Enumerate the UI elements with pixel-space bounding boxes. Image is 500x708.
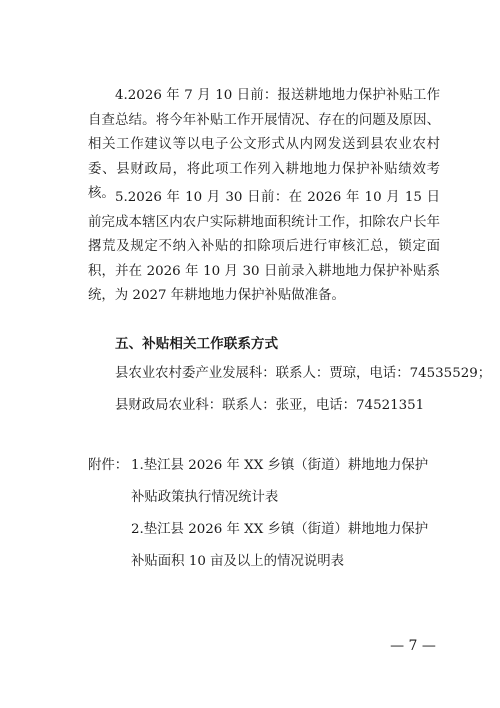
attachment-1-line-2: 补贴政策执行情况统计表 <box>131 490 279 505</box>
attachment-2-line-1: 2.垫江县 2026 年 XX 乡镇（街道）耕地地力保护 <box>131 522 429 537</box>
attachment-2-line-2: 补贴面积 10 亩及以上的情况说明表 <box>131 554 345 569</box>
section-heading-contacts: 五、补贴相关工作联系方式 <box>115 336 279 352</box>
page-number: — 7 — <box>390 638 436 654</box>
item-5-paragraph: 5.2026 年 10 月 30 日前：在 2026 年 10 月 15 日前完成本辖区内农户实际耕地面积统计工作，扣除农户长年撂荒及规定不纳入补贴的扣除项后进行审核汇总，锁定面积，并在 2026 年 10 月 30 日前录入耕地地力保护补贴系统，为 2027 年耕地地力保护补贴做准备。 <box>88 190 440 304</box>
attachment-1-line-1: 1.垫江县 2026 年 XX 乡镇（街道）耕地地力保护 <box>131 458 429 473</box>
item-4-paragraph: 4.2026 年 7 月 10 日前：报送耕地地力保护补贴工作自查总结。将今年补贴工作开展情况、存在的问题及原因、相关工作建议等以电子公文形式从内网发送到县农业农村委、县财政局，将此项工作列入耕地地力保护补贴绩效考核。 <box>88 88 440 202</box>
attachments-label: 附件： <box>88 458 129 473</box>
contact-line-finance: 县财政局农业科：联系人：张亚，电话：74521351 <box>115 398 425 413</box>
contact-line-agriculture: 县农业农村委产业发展科：联系人：贾琼，电话：74535529； <box>115 366 492 381</box>
